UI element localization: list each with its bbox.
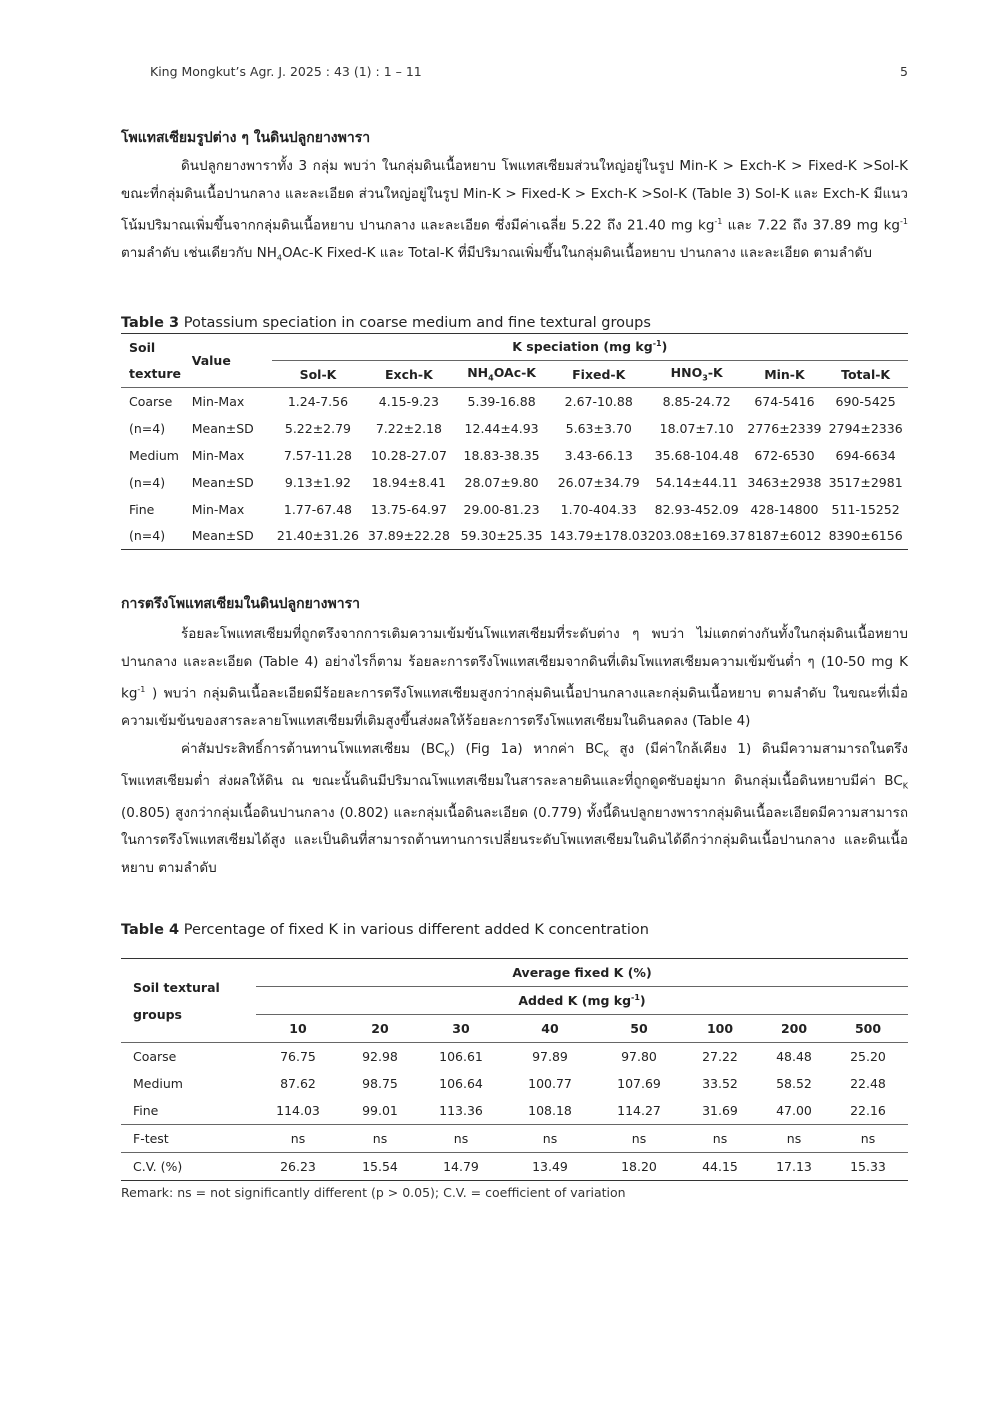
table4-remark: Remark: ns = not significantly different (p > 0.05); C.V. = coefficient of variation xyxy=(121,1185,626,1200)
table4-cell: 14.79 xyxy=(443,1159,479,1174)
table3-texture-cell: (n=4) xyxy=(129,420,166,436)
table3-value-cell: Mean±SD xyxy=(191,420,254,436)
table4-cell: 106.61 xyxy=(439,1049,483,1064)
table3-row xyxy=(121,388,908,415)
table3-cell: 8390±6156 xyxy=(828,528,903,544)
table4-row-label: Coarse xyxy=(133,1049,177,1064)
table4-cell: 26.23 xyxy=(280,1159,316,1174)
table4-row-label: Medium xyxy=(133,1076,183,1091)
table4-cell: 13.49 xyxy=(532,1159,568,1174)
table3-value-cell: Min-Max xyxy=(191,393,245,409)
table4-level-header: 200 xyxy=(780,1021,808,1036)
table4-cell: ns xyxy=(712,1131,728,1146)
section-heading-k-forms: โพแทสเซียมรูปต่าง ๆ ในดินปลูกยางพารา xyxy=(121,130,371,146)
table3-texture-cell: Medium xyxy=(129,447,179,463)
table3-row xyxy=(121,415,908,442)
table4-header-added-k: Added K (mg $kg^{-1}$) xyxy=(256,987,908,1015)
table4-header-average: Average fixed K (%) xyxy=(256,959,908,987)
table3-cell: 672-6530 xyxy=(754,447,815,463)
table3-cell: 7.57-11.28 xyxy=(283,447,353,463)
table3-cell: 29.00-81.23 xyxy=(463,501,540,517)
table4-cell: 97.80 xyxy=(621,1049,657,1064)
table3-cell: 8.85-24.72 xyxy=(662,393,731,409)
table3-col-value: Value xyxy=(191,353,231,368)
table4-cell: ns xyxy=(860,1131,876,1146)
table3-cell: 21.40±31.26 xyxy=(276,528,359,544)
table4-cell: 47.00 xyxy=(776,1103,812,1118)
table4-row-label: F-test xyxy=(133,1131,169,1146)
table3-cell: 5.39-16.88 xyxy=(467,393,536,409)
table3-col-texture: texture xyxy=(129,366,182,382)
table3-cell: 9.13±1.92 xyxy=(284,474,352,490)
table4-level-header: 30 xyxy=(452,1021,470,1036)
table3 xyxy=(121,333,908,550)
table4-cell: ns xyxy=(631,1131,647,1146)
table3-value-cell: Min-Max xyxy=(191,447,245,463)
table4-cell: 25.20 xyxy=(850,1049,886,1064)
table4-cell: 27.22 xyxy=(702,1049,738,1064)
table3-col-fixed-k: Fixed-K xyxy=(572,366,626,382)
table3-cell: 18.07±7.10 xyxy=(659,420,734,436)
table3-row xyxy=(121,469,908,496)
table4-cell: 76.75 xyxy=(280,1049,316,1064)
table3-row xyxy=(121,496,908,523)
table3-row xyxy=(121,442,908,469)
table3-cell: 37.89±22.28 xyxy=(367,528,450,544)
table3-body xyxy=(121,388,908,550)
table3-cell: 3517±2981 xyxy=(828,474,903,490)
table4-level-header: 50 xyxy=(630,1021,648,1036)
table3-cell: 28.07±9.80 xyxy=(464,474,539,490)
paragraph-buffer-coefficient: ค่าสัมประสิทธิ์การต้านทานโพแทสเซียม $(BC_K)$ (Fig 1a) หากค่า $BC_K$ สูง (มีค่าใกล้เคียง 1) ดินมีความสามารถในตรึงโพแทสเซียมต่ำ ส่งผลให้ดิน ณ ขณะนั้นดินมีปริมาณโพแทสเซียมในสารละลายดินและที่ถูกดูดซับอยู่มาก ดินกลุ่มเนื้อดินหยาบมีค่า $BC_K$ (0.805) สูงกว่ากลุ่มเนื้อดินปานกลาง (0.802) และกลุ่มเนื้อดินละเอียด (0.779) ทั้งนี้ดินปลูกยางพารากลุ่มดินเนื้อละเอียดมีความสามารถในการตรึงโพแทสเซียมได้สูง และเป็นดินที่สามารถต้านทานการเปลี่ยนระดับโพแทสเซียมในดินได้ดีกว่ากลุ่มดินเนื้อปานกลาง และดินเนื้อหยาบ ตามลำดับ xyxy=(121,740,908,876)
table3-cell: 18.94±8.41 xyxy=(371,474,446,490)
table4-cell: 18.20 xyxy=(621,1159,657,1174)
table3-cell: 82.93-452.09 xyxy=(654,501,739,517)
table4-cell: 113.36 xyxy=(439,1103,483,1118)
table4-cell: 15.33 xyxy=(850,1159,886,1174)
table4-cell: 33.52 xyxy=(702,1076,738,1091)
running-header: King Mongkut’s Agr. J. 2025 : 43 (1) : 1 – 11 xyxy=(150,64,422,79)
table3-col-total-k: Total-K xyxy=(841,366,891,382)
table3-texture-cell: Coarse xyxy=(129,393,173,409)
table3-col-sol-k: Sol-K xyxy=(299,366,337,382)
table4-cell: 114.27 xyxy=(617,1103,661,1118)
table3-cell: 1.24-7.56 xyxy=(287,393,349,409)
table4-cell: 22.48 xyxy=(850,1076,886,1091)
table3-cell: 694-6634 xyxy=(835,447,896,463)
table3-group-header: K speciation (mg $kg^{-1}$) xyxy=(272,334,908,361)
table4-cell: 22.16 xyxy=(850,1103,886,1118)
table3-cell: 2794±2336 xyxy=(828,420,903,436)
table4 xyxy=(121,958,908,1181)
table3-cell: 511-15252 xyxy=(831,501,900,517)
table3-cell: 13.75-64.97 xyxy=(370,501,447,517)
table4-body xyxy=(121,1043,908,1181)
table4-cell: ns xyxy=(542,1131,558,1146)
section-k-fixation xyxy=(121,593,908,882)
table3-cell: 143.79±178.03 xyxy=(549,528,648,544)
table4-cell: 92.98 xyxy=(362,1049,398,1064)
table3-col-nh4oac-k: $NH_4OAc-K$ xyxy=(467,365,536,383)
table4-cell: 31.69 xyxy=(702,1103,738,1118)
table4-row-label: Fine xyxy=(133,1103,159,1118)
table3-cell: 2.67-10.88 xyxy=(564,393,633,409)
table4-level-header: 40 xyxy=(541,1021,559,1036)
table3-cell: 1.70-404.33 xyxy=(560,501,637,517)
table3-value-cell: Min-Max xyxy=(191,501,245,517)
table3-cell: 428-14800 xyxy=(750,501,819,517)
table3-col-min-k: Min-K xyxy=(764,366,805,382)
table3-cell: 674-5416 xyxy=(754,393,815,409)
table3-col-soil: Soil xyxy=(129,339,156,355)
table4-cell: 108.18 xyxy=(528,1103,572,1118)
table3-texture-cell: (n=4) xyxy=(129,528,166,544)
table4-caption: Table 4 Percentage of fixed K in various different added K concentration xyxy=(121,922,649,938)
table3-cell: 5.22±2.79 xyxy=(284,420,352,436)
table4-cell: 100.77 xyxy=(528,1076,572,1091)
table4-cell: 106.64 xyxy=(439,1076,483,1091)
table3-row xyxy=(121,523,908,550)
section-heading-k-fixation: การตรึงโพแทสเซียมในดินปลูกยางพารา xyxy=(121,596,360,612)
table4-level-header: 10 xyxy=(289,1021,307,1036)
table4-cell: 114.03 xyxy=(276,1103,320,1118)
table3-cell: 690-5425 xyxy=(835,393,896,409)
table4-row xyxy=(121,1070,908,1097)
table4-block xyxy=(121,922,908,1200)
table3-cell: 5.63±3.70 xyxy=(565,420,632,436)
table4-row xyxy=(121,1043,908,1071)
table3-cell: 8187±6012 xyxy=(747,528,822,544)
page-number: 5 xyxy=(900,64,908,79)
section-k-forms xyxy=(121,127,908,272)
table4-cell: 15.54 xyxy=(362,1159,398,1174)
table3-texture-cell: Fine xyxy=(129,501,155,517)
table4-cell: ns xyxy=(453,1131,469,1146)
table3-cell: 26.07±34.79 xyxy=(557,474,640,490)
table3-cell: 203.08±169.37 xyxy=(647,528,746,544)
table4-cell: 97.89 xyxy=(532,1049,568,1064)
table3-cell: 59.30±25.35 xyxy=(460,528,543,544)
paragraph-fixed-k-percent: ร้อยละโพแทสเซียมที่ถูกตรึงจากการเติมความเข้มข้นโพแทสเซียมที่ระดับต่าง ๆ พบว่า ไม่แตกต่างกันทั้งในกลุ่มดินเนื้อหยาบ ปานกลาง และละเอียด (Table 4) อย่างไรก็ตาม ร้อยละการตรึงโพแทสเซียมจากดินที่เติมโพแทสเซียมความเข้มข้นต่ำ ๆ (10-50 mg K $kg^{-1}$ ) พบว่า กลุ่มดินเนื้อละเอียดมีร้อยละการตรึงโพแทสเซียมสูงกว่ากลุ่มดินเนื้อปานกลางและกลุ่มดินเนื้อหยาบ ตามลำดับ ในขณะที่เมื่อความเข้มข้นของสารละลายโพแทสเซียมที่เติมสูงขึ้นส่งผลให้ร้อยละการตรึงโพแทสเซียมในดินลดลง (Table 4) xyxy=(121,626,908,729)
table3-col-exch-k: Exch-K xyxy=(384,366,433,382)
table4-level-header: 100 xyxy=(706,1021,734,1036)
table4-cell: 87.62 xyxy=(280,1076,316,1091)
table4-col-group: Soil textural groups xyxy=(133,979,220,1022)
table4-row xyxy=(121,1097,908,1125)
table3-cell: 7.22±2.18 xyxy=(375,420,442,436)
paragraph-k-forms: ดินปลูกยางพาราทั้ง 3 กลุ่ม พบว่า ในกลุ่มดินเนื้อหยาบ โพแทสเซียมส่วนใหญ่อยู่ในรูป Min-K > Exch-K > Fixed-K >Sol-K ขณะที่กลุ่มดินเนื้อปานกลาง และละเอียด ส่วนใหญ่อยู่ในรูป Min-K > Fixed-K > Exch-K >Sol-K (Table 3) Sol-K และ Exch-K มีแนวโน้มปริมาณเพิ่มขึ้นจากกลุ่มดินเนื้อหยาบ ปานกลาง และละเอียด ซึ่งมีค่าเฉลี่ย 5.22 ถึง 21.40 mg $kg^{-1}$ และ 7.22 ถึง 37.89 mg $kg^{-1}$ ตามลำดับ เช่นเดียวกับ $NH_4OAc-K$ Fixed-K และ Total-K ที่มีปริมาณเพิ่มขึ้นในกลุ่มดินเนื้อหยาบ ปานกลาง และละเอียด ตามลำดับ xyxy=(121,158,908,263)
table3-cell: 10.28-27.07 xyxy=(370,447,447,463)
table4-row xyxy=(121,1153,908,1181)
table4-row-label: C.V. (%) xyxy=(133,1159,183,1174)
table3-cell: 2776±2339 xyxy=(747,420,822,436)
table4-row xyxy=(121,1125,908,1153)
table3-cell: 35.68-104.48 xyxy=(654,447,739,463)
table4-cell: 17.13 xyxy=(776,1159,812,1174)
table3-caption: Table 3 Potassium speciation in coarse medium and fine textural groups xyxy=(121,315,651,331)
table3-texture-cell: (n=4) xyxy=(129,474,166,490)
table4-cell: ns xyxy=(290,1131,306,1146)
table3-col-hno3-k: $HNO_3-K$ xyxy=(670,365,723,383)
table4-level-header: 500 xyxy=(854,1021,882,1036)
table4-cell: 58.52 xyxy=(776,1076,812,1091)
table4-cell: 98.75 xyxy=(362,1076,398,1091)
table3-cell: 12.44±4.93 xyxy=(464,420,539,436)
table4-cell: 107.69 xyxy=(617,1076,661,1091)
table3-block xyxy=(121,315,908,550)
table3-cell: 18.83-38.35 xyxy=(463,447,540,463)
table4-cell: ns xyxy=(786,1131,802,1146)
table3-cell: 54.14±44.11 xyxy=(655,474,738,490)
table3-value-cell: Mean±SD xyxy=(191,528,254,544)
table3-value-cell: Mean±SD xyxy=(191,474,254,490)
table4-cell: 44.15 xyxy=(702,1159,738,1174)
table4-level-header: 20 xyxy=(371,1021,389,1036)
table4-cell: 48.48 xyxy=(776,1049,812,1064)
table3-cell: 4.15-9.23 xyxy=(378,393,439,409)
table4-cell: 99.01 xyxy=(362,1103,398,1118)
table3-cell: 1.77-67.48 xyxy=(283,501,353,517)
table4-cell: ns xyxy=(372,1131,388,1146)
table3-cell: 3463±2938 xyxy=(747,474,822,490)
table3-cell: 3.43-66.13 xyxy=(564,447,633,463)
